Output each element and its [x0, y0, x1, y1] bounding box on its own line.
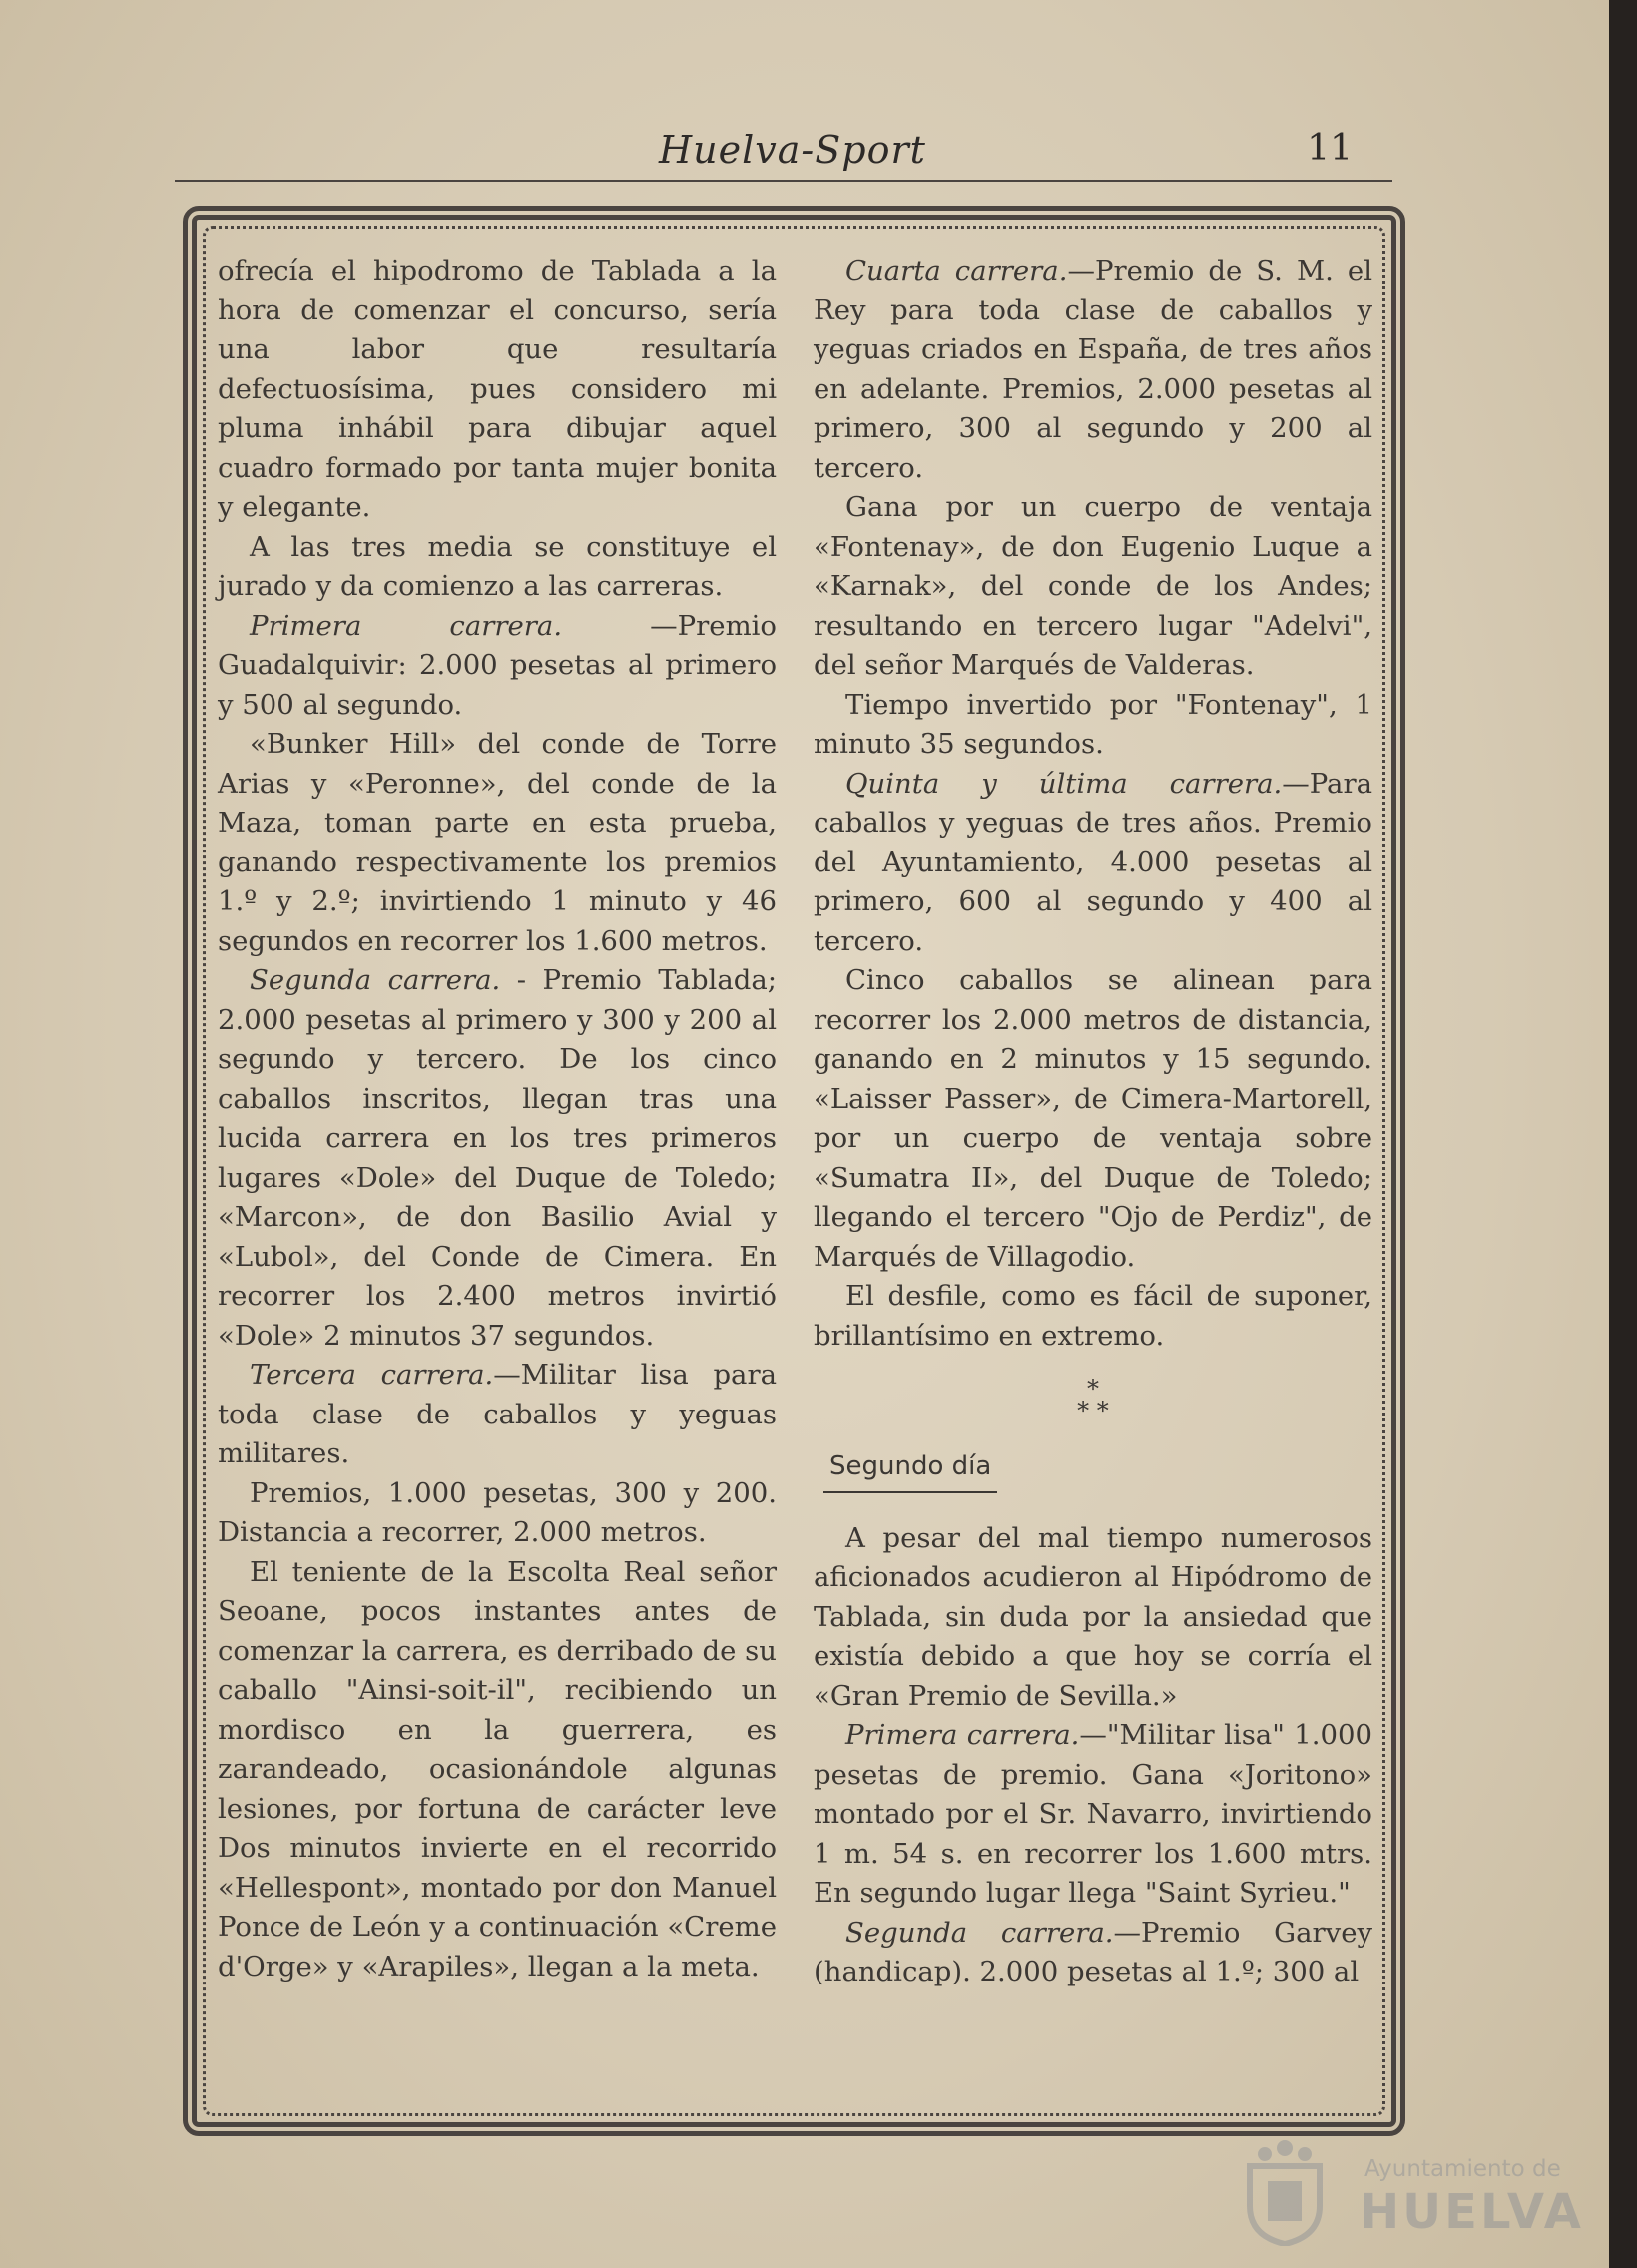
paragraph-text: Gana por un cuerpo de ventaja «Fontenay», de don Eugenio Luque a «Karnak», del conde de los Andes; resultando en tercero lugar "Adelvi", del señor Marqués de Valderas. [814, 491, 1372, 681]
paragraph-text: El teniente de la Escolta Real señor Seoane, pocos instantes antes de comenzar la carrera, es derribado de su caballo "Ainsi-soit-il", recibiendo un mordisco en la guerrera, es zarandeado, ocasionándole algunas lesiones, por fortuna de carácter leve Dos minutos invierte en el recorrido «Hellespont», montado por don Manuel Ponce de León y a continuación «Creme d'Orge» y «Arapiles», llegan a la meta. [218, 1555, 777, 1983]
paragraph-text: «Bunker Hill» del conde de Torre Arias y «Peronne», del conde de la Maza, toman parte en esta prueba, ganando respectivamente los premios 1.º y 2.º; invirtiendo 1 minuto y 46 segundos en recorrer los 1.600 metros. [218, 728, 777, 957]
paragraph [218, 725, 777, 961]
paragraph [814, 1277, 1372, 1356]
paragraph [814, 1519, 1372, 1717]
asterism-bottom: * * [1077, 1397, 1109, 1424]
paragraph [814, 961, 1372, 1277]
paragraph-lead: Cuarta carrera. [845, 255, 1068, 286]
paragraph-lead: Tercera carrera. [250, 1359, 494, 1391]
watermark-line1: Ayuntamiento de [1364, 2156, 1561, 2182]
paragraph-text: A las tres media se constituye el jurado y da comienzo a las carreras. [218, 530, 777, 602]
paragraph [218, 1474, 777, 1553]
paragraph-text: —Premio Garvey (handicap). 2.000 pesetas al 1.º; 300 al [814, 1916, 1373, 1987]
scan-background-edge [1609, 0, 1637, 2268]
paragraph-text: ofrecía el hipodromo de Tablada a la hora de comenzar el concurso, sería una labor que resultaría defectuosísima, pues considero mi pluma inhábil para dibujar aquel cuadro formado por tanta mujer bonita y elegante. [218, 255, 777, 523]
left-column [218, 252, 777, 1986]
watermark-line2: HUELVA [1360, 2184, 1584, 2240]
asterism-top: * [1087, 1375, 1099, 1403]
page-number: 11 [1307, 128, 1353, 169]
paragraph-text: —"Militar lisa" 1.000 pesetas de premio. Gana «Joritono» montado por el Sr. Navarro, invirtiendo 1 m. 54 s. en recorrer los 1.600 mtrs. En segundo lugar llega "Saint Syrieu." [814, 1719, 1372, 1909]
paragraph-lead: Quinta y última carrera. [845, 767, 1283, 800]
paragraph [814, 252, 1372, 488]
paragraph-text: El desfile, como es fácil de suponer, brillantísimo en extremo. [814, 1280, 1372, 1352]
paragraph-lead: Segunda carrera. [845, 1916, 1114, 1949]
right-column [814, 252, 1372, 1992]
paragraph-text: - Premio Tablada; 2.000 pesetas al primero y 300 y 200 al segundo y tercero. De los cinco caballos inscritos, llegan tras una lucida carrera en los tres primeros lugares «Dole» del Duque de Toledo; «Marcon», de don Basilio Avial y «Lubol», del Conde de Cimera. En recorrer los 2.400 metros invirtió «Dole» 2 minutos 37 segundos. [218, 964, 777, 1352]
paragraph [218, 607, 777, 726]
page-header [175, 120, 1392, 182]
paragraph-text: —Premio de S. M. el Rey para toda clase de caballos y yeguas criados en España, de tres años en adelante. Premios, 2.000 pesetas al primero, 300 al segundo y 200 al tercero. [814, 255, 1372, 484]
paragraph-text: A pesar del mal tiempo numerosos aficionados acudieron al Hipódromo de Tablada, sin duda por la ansiedad que existía debido a que hoy se corría el «Gran Premio de Sevilla.» [814, 1521, 1372, 1712]
right-column-lower [814, 1519, 1372, 1992]
paragraph [814, 1914, 1372, 1992]
paragraph-lead: Primera carrera. [845, 1719, 1080, 1751]
paragraph-lead: Primera carrera. [250, 609, 563, 642]
watermark-logo [1230, 2136, 1589, 2246]
paragraph [218, 528, 777, 607]
paragraph-text: —Para caballos y yeguas de tres años. Premio del Ayuntamiento, 4.000 pesetas al primero, 600 al segundo y 400 al tercero. [814, 767, 1372, 957]
paragraph [814, 765, 1372, 962]
paragraph [814, 686, 1372, 765]
paragraph-lead: Segunda carrera. [250, 964, 501, 996]
paragraph-text: —Premio Guadalquivir: 2.000 pesetas al primero y 500 al segundo. [218, 609, 777, 721]
right-column-upper [814, 252, 1372, 1356]
paragraph-text: Cinco caballos se alinean para recorrer los 2.000 metros de distancia, ganando en 2 minutos y 15 segundo. «Laisser Passer», de Cimera-Martorell, por un cuerpo de ventaja sobre «Sumatra II», del Duque de Toledo; llegando el tercero "Ojo de Perdiz", de Marqués de Villagodio. [814, 964, 1372, 1273]
paragraph [218, 1553, 777, 1987]
paragraph [814, 488, 1372, 686]
paragraph [218, 1356, 777, 1474]
asterism-separator [814, 1375, 1372, 1424]
coat-of-arms-icon [1230, 2136, 1340, 2246]
journal-title: Huelva-Sport [659, 128, 926, 172]
paragraph-text: —Militar lisa para toda clase de caballos y yeguas militares. [218, 1359, 777, 1469]
paragraph-text: Premios, 1.000 pesetas, 300 y 200. Distancia a recorrer, 2.000 metros. [218, 1476, 777, 1548]
paragraph [218, 961, 777, 1356]
section-heading: Segundo día [823, 1447, 997, 1493]
paragraph [218, 252, 777, 528]
paragraph [814, 1716, 1372, 1914]
paragraph-text: Tiempo invertido por "Fontenay", 1 minuto 35 segundos. [814, 688, 1372, 760]
